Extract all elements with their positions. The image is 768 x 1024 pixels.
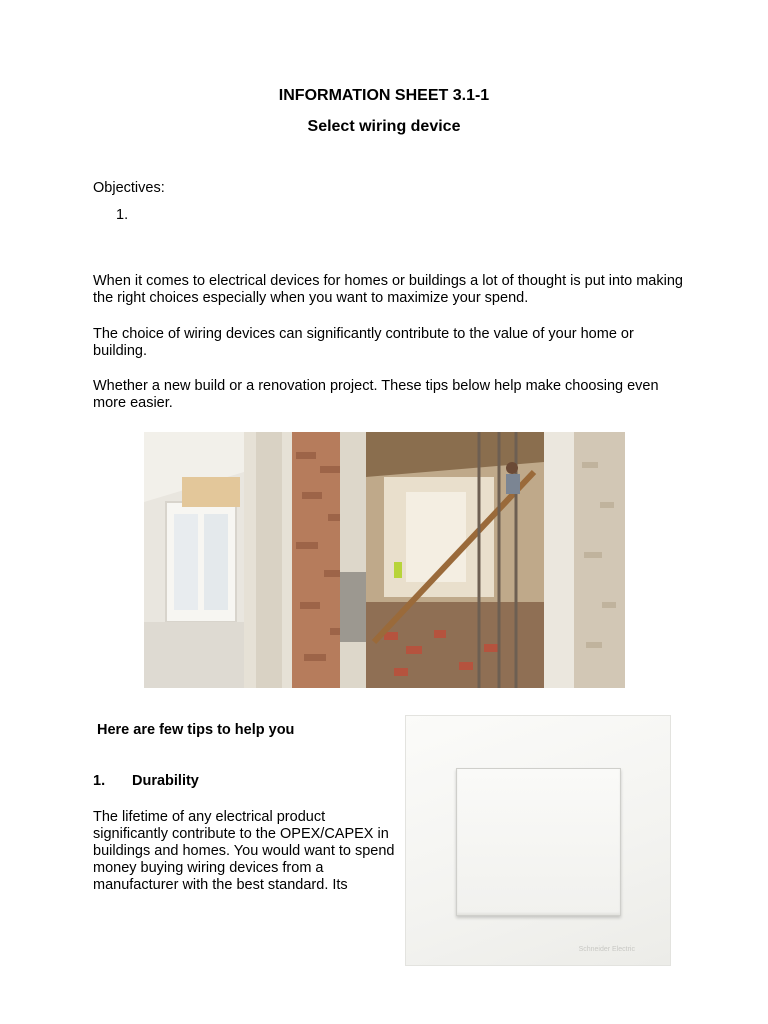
tips-intro-paragraph: Whether a new build or a renovation project. These tips below help make choosing even more easier. bbox=[93, 378, 659, 411]
tip-number: 1. bbox=[93, 773, 106, 789]
document-title: INFORMATION SHEET 3.1-1 bbox=[278, 87, 490, 104]
objectives-label: Objectives: bbox=[93, 180, 165, 196]
document-subtitle: Select wiring device bbox=[307, 118, 461, 135]
wall-switch-image bbox=[405, 715, 671, 966]
switch-rocker bbox=[456, 768, 621, 916]
tips-heading: Here are few tips to help you bbox=[97, 722, 295, 738]
value-paragraph: The choice of wiring devices can significantly contribute to the value of your home or building. bbox=[93, 326, 634, 359]
tip-text: The lifetime of any electrical product significantly contribute to the OPEX/CAPEX in buildings and homes. You would want to spend money buying wiring devices from a manufacturer with the best standard. Its bbox=[93, 809, 395, 893]
renovation-photo bbox=[144, 432, 625, 688]
intro-paragraph: When it comes to electrical devices for homes or buildings a lot of thought is put into making the right choices especially when you want to maximize your spend. bbox=[93, 273, 683, 306]
brand-logo: Schneider Electric bbox=[578, 946, 635, 953]
tip-title: Durability bbox=[132, 773, 199, 789]
objective-item-number: 1. bbox=[116, 207, 129, 223]
